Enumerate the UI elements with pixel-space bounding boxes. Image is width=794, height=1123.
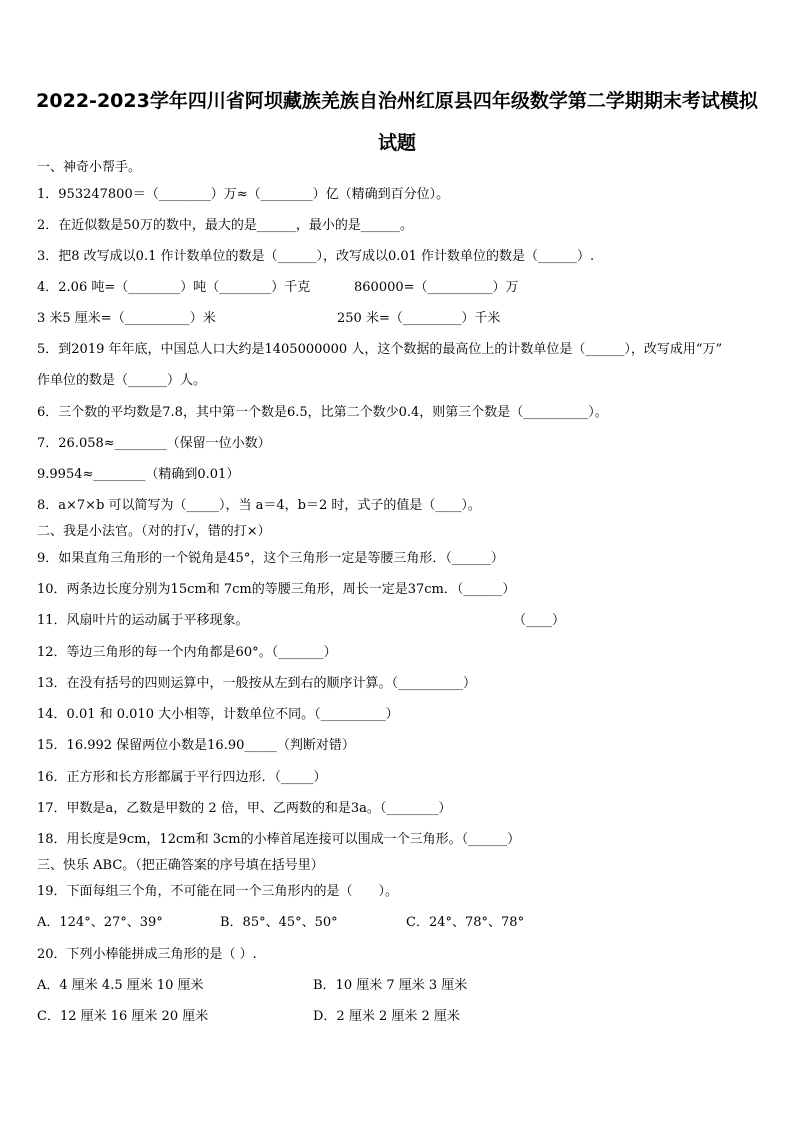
question-4a: 4．2.06 吨=（________）吨（________）千克 — [37, 280, 311, 295]
question-11: 11．风扇叶片的运动属于平移现象。 — [37, 613, 249, 628]
question-15: 15．16.992 保留两位小数是16.90_____（判断对错） — [37, 738, 355, 753]
question-20-option-b: B．10 厘米 7 厘米 3 厘米 — [313, 978, 468, 993]
question-9: 9．如果直角三角形的一个锐角是45°，这个三角形一定是等腰三角形．（______） — [37, 551, 504, 566]
question-6: 6．三个数的平均数是7.8，其中第一个数是6.5，比第二个数少0.4，则第三个数是（__________）。 — [37, 405, 608, 420]
question-19-option-b: B．85°、45°、50° — [220, 915, 338, 930]
question-2: 2．在近似数是50万的数中，最大的是______，最小的是______。 — [37, 218, 413, 233]
question-19: 19．下面每组三个角，不可能在同一个三角形内的是（ ）。 — [37, 884, 399, 899]
question-17: 17．甲数是a，乙数是甲数的 2 倍，甲、乙两数的和是3a。（________） — [37, 801, 452, 816]
question-20-option-a: A．4 厘米 4.5 厘米 10 厘米 — [37, 978, 204, 993]
question-4b: 860000=（__________）万 — [354, 280, 519, 295]
doc-title-line2: 试题 — [377, 132, 416, 154]
question-10: 10．两条边长度分别为15cm和 7cm的等腰三角形，周长一定是37cm．（______） — [37, 582, 516, 597]
question-11-answer-blank: （____） — [513, 613, 566, 628]
question-13: 13．在没有括号的四则运算中，一般按从左到右的顺序计算。（__________） — [37, 676, 477, 691]
question-3: 3．把8 改写成以0.1 作计数单位的数是（______），改写成以0.01 作计数单位的数是（______）. — [37, 249, 595, 264]
section-3-heading: 三、快乐 ABC。（把正确答案的序号填在括号里） — [37, 858, 324, 873]
question-7a: 7．26.058≈________（保留一位小数） — [37, 436, 271, 451]
doc-title-line1: 2022-2023学年四川省阿坝藏族羌族自治州红原县四年级数学第二学期期末考试模拟 — [36, 90, 758, 112]
question-18: 18．用长度是9cm，12cm和 3cm的小棒首尾连接可以围成一个三角形。（______） — [37, 832, 521, 847]
question-1: 1．953247800＝（________）万≈（________）亿（精确到百分位）。 — [37, 187, 450, 202]
question-4c: 3 米5 厘米=（__________）米 — [37, 311, 216, 326]
question-16: 16．正方形和长方形都属于平行四边形．（_____） — [37, 770, 327, 785]
section-1-heading: 一、神奇小帮手。 — [37, 160, 142, 175]
question-20-option-d: D．2 厘米 2 厘米 2 厘米 — [313, 1009, 460, 1024]
question-20-option-c: C．12 厘米 16 厘米 20 厘米 — [37, 1009, 209, 1024]
question-19-option-a: A．124°、27°、39° — [37, 915, 163, 930]
question-4d: 250 米=（_________）千米 — [337, 311, 501, 326]
section-2-heading: 二、我是小法官。（对的打√，错的打×） — [37, 524, 271, 539]
question-7b: 9.9954≈________（精确到0.01） — [37, 467, 240, 482]
question-5b: 作单位的数是（______）人。 — [37, 373, 207, 388]
question-19-option-c: C．24°、78°、78° — [406, 915, 525, 930]
question-12: 12．等边三角形的每一个内角都是60°。（_______） — [37, 645, 337, 660]
question-8: 8．a×7×b 可以简写为（_____），当 a＝4，b＝2 时，式子的值是（____）。 — [37, 498, 481, 513]
question-20: 20．下列小棒能拼成三角形的是（ ）. — [37, 947, 257, 962]
question-5a: 5．到2019 年年底，中国总人口大约是1405000000 人，这个数据的最高位上的计数单位是（______），改写成用“万” — [37, 342, 723, 357]
question-14: 14．0.01 和 0.010 大小相等，计数单位不同。（__________） — [37, 707, 399, 722]
